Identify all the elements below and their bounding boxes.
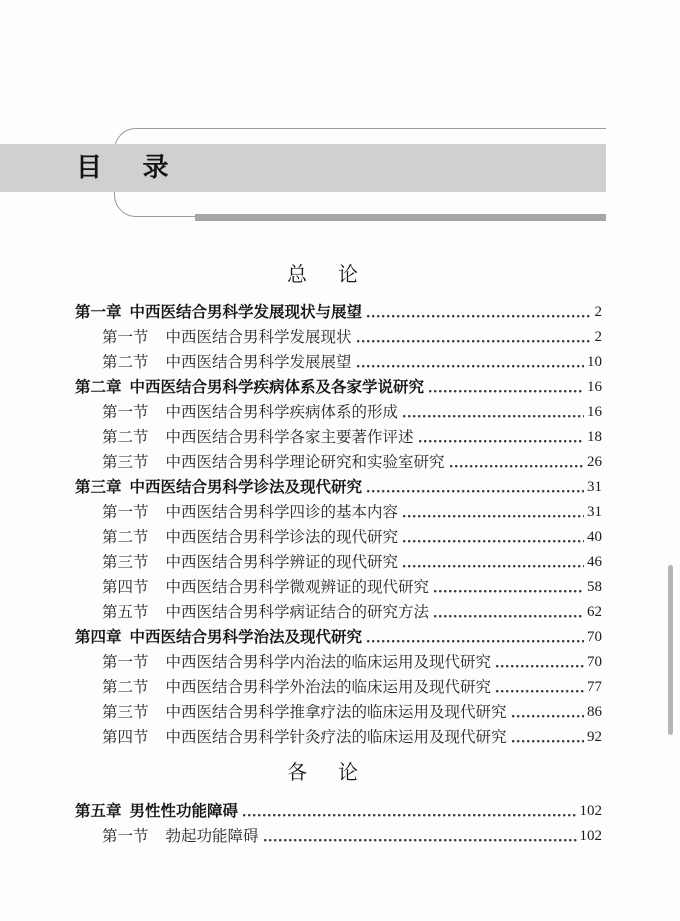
entry-label: 第三节 <box>102 704 149 721</box>
entry-label: 第四节 <box>102 729 149 746</box>
entry-label: 第二节 <box>102 429 149 446</box>
entry-label: 第四节 <box>102 579 149 596</box>
toc-entry-section <box>0 700 606 725</box>
entry-title: 中西医结合男科学诊法及现代研究 <box>129 479 363 496</box>
entry-page: 18 <box>587 429 602 445</box>
toc-entry-chapter <box>0 375 606 400</box>
entry-page: 2 <box>594 304 602 320</box>
entry-label: 第五章 <box>75 803 122 820</box>
toc-entry-section <box>0 400 606 425</box>
entry-title: 中西医结合男科学微观辨证的现代研究 <box>165 579 430 596</box>
dot-leader <box>367 300 591 325</box>
entry-page: 102 <box>579 803 602 819</box>
entry-title: 中西医结合男科学诊法的现代研究 <box>165 529 399 546</box>
dot-leader <box>357 350 584 375</box>
toc-entry-section <box>0 350 606 375</box>
toc-entry-section <box>0 650 606 675</box>
dot-leader <box>429 375 584 400</box>
entry-label: 第一节 <box>102 654 149 671</box>
entry-page: 62 <box>587 604 602 620</box>
entry-page: 86 <box>587 704 602 720</box>
entry-page: 92 <box>587 729 602 745</box>
dot-leader <box>434 575 584 600</box>
dot-leader <box>434 600 584 625</box>
entry-label: 第二节 <box>102 529 149 546</box>
entry-page: 31 <box>587 504 602 520</box>
dot-leader <box>367 475 584 500</box>
toc-entry-chapter <box>0 799 606 824</box>
entry-page: 16 <box>587 379 602 395</box>
entry-title: 中西医结合男科学病证结合的研究方法 <box>165 604 430 621</box>
entry-title: 中西医结合男科学发展现状与展望 <box>129 304 363 321</box>
entry-page: 40 <box>587 529 602 545</box>
part-heading: 总 论 <box>287 264 359 286</box>
dot-leader <box>403 525 584 550</box>
entry-page: 16 <box>587 404 602 420</box>
dot-leader <box>264 824 577 849</box>
entry-label: 第五节 <box>102 604 149 621</box>
dot-leader <box>403 550 584 575</box>
entry-page: 31 <box>587 479 602 495</box>
header-title-bar <box>0 144 606 192</box>
dot-leader <box>367 625 584 650</box>
entry-title: 中西医结合男科学理论研究和实验室研究 <box>165 454 445 471</box>
entry-page: 70 <box>587 654 602 670</box>
entry-title: 中西医结合男科学疾病体系的形成 <box>165 404 399 421</box>
entry-page: 26 <box>587 454 602 470</box>
entry-title: 中西医结合男科学治法及现代研究 <box>129 629 363 646</box>
toc-entry-section <box>0 725 606 750</box>
entry-title: 中西医结合男科学各家主要著作评述 <box>165 429 414 446</box>
page-title: 目 录 <box>76 153 170 182</box>
entry-label: 第一节 <box>102 329 149 346</box>
entry-title: 中西医结合男科学辨证的现代研究 <box>165 554 399 571</box>
dot-leader <box>496 650 584 675</box>
entry-label: 第三章 <box>75 479 122 496</box>
entry-title: 中西医结合男科学发展现状 <box>165 329 352 346</box>
dot-leader <box>357 325 592 350</box>
scrollbar-thumb[interactable] <box>668 565 673 735</box>
entry-title: 勃起功能障碍 <box>165 828 259 845</box>
entry-title: 中西医结合男科学内治法的临床运用及现代研究 <box>165 654 492 671</box>
toc-entry-chapter <box>0 300 606 325</box>
toc-entry-section <box>0 575 606 600</box>
toc-entry-section <box>0 325 606 350</box>
dot-leader <box>450 450 584 475</box>
dot-leader <box>512 725 584 750</box>
entry-title: 中西医结合男科学针灸疗法的临床运用及现代研究 <box>165 729 507 746</box>
entry-label: 第二节 <box>102 354 149 371</box>
toc-entry-chapter <box>0 625 606 650</box>
entry-label: 第四章 <box>75 629 122 646</box>
entry-label: 第二章 <box>75 379 122 396</box>
toc-entry-section <box>0 675 606 700</box>
entry-page: 10 <box>587 354 602 370</box>
entry-label: 第三节 <box>102 454 149 471</box>
entry-page: 70 <box>587 629 602 645</box>
dot-leader <box>512 700 584 725</box>
entry-title: 中西医结合男科学外治法的临床运用及现代研究 <box>165 679 492 696</box>
entry-page: 58 <box>587 579 602 595</box>
dot-leader <box>403 500 584 525</box>
toc-list <box>0 263 606 849</box>
entry-page: 2 <box>594 329 602 345</box>
toc-entry-section <box>0 824 606 849</box>
toc-header <box>0 0 606 240</box>
dot-leader <box>496 675 584 700</box>
toc-entry-section <box>0 500 606 525</box>
entry-label: 第一节 <box>102 504 149 521</box>
toc-entry-section <box>0 550 606 575</box>
entry-page: 77 <box>587 679 602 695</box>
dot-leader <box>403 400 584 425</box>
entry-label: 第一节 <box>102 828 149 845</box>
entry-title: 中西医结合男科学推拿疗法的临床运用及现代研究 <box>165 704 507 721</box>
entry-title: 男性性功能障碍 <box>129 803 239 820</box>
toc-entry-section <box>0 450 606 475</box>
dot-leader <box>243 799 576 824</box>
toc-entry-section <box>0 425 606 450</box>
entry-label: 第一章 <box>75 304 122 321</box>
toc-entry-chapter <box>0 475 606 500</box>
entry-label: 第二节 <box>102 679 149 696</box>
header-accent-bar <box>195 214 606 221</box>
entry-title: 中西医结合男科学四诊的基本内容 <box>165 504 399 521</box>
entry-label: 第一节 <box>102 404 149 421</box>
entry-title: 中西医结合男科学发展展望 <box>165 354 352 371</box>
dot-leader <box>419 425 584 450</box>
part-heading: 各 论 <box>287 762 359 784</box>
entry-page: 46 <box>587 554 602 570</box>
toc-entry-section <box>0 525 606 550</box>
toc-entry-section <box>0 600 606 625</box>
entry-title: 中西医结合男科学疾病体系及各家学说研究 <box>129 379 425 396</box>
entry-page: 102 <box>579 828 602 844</box>
entry-label: 第三节 <box>102 554 149 571</box>
